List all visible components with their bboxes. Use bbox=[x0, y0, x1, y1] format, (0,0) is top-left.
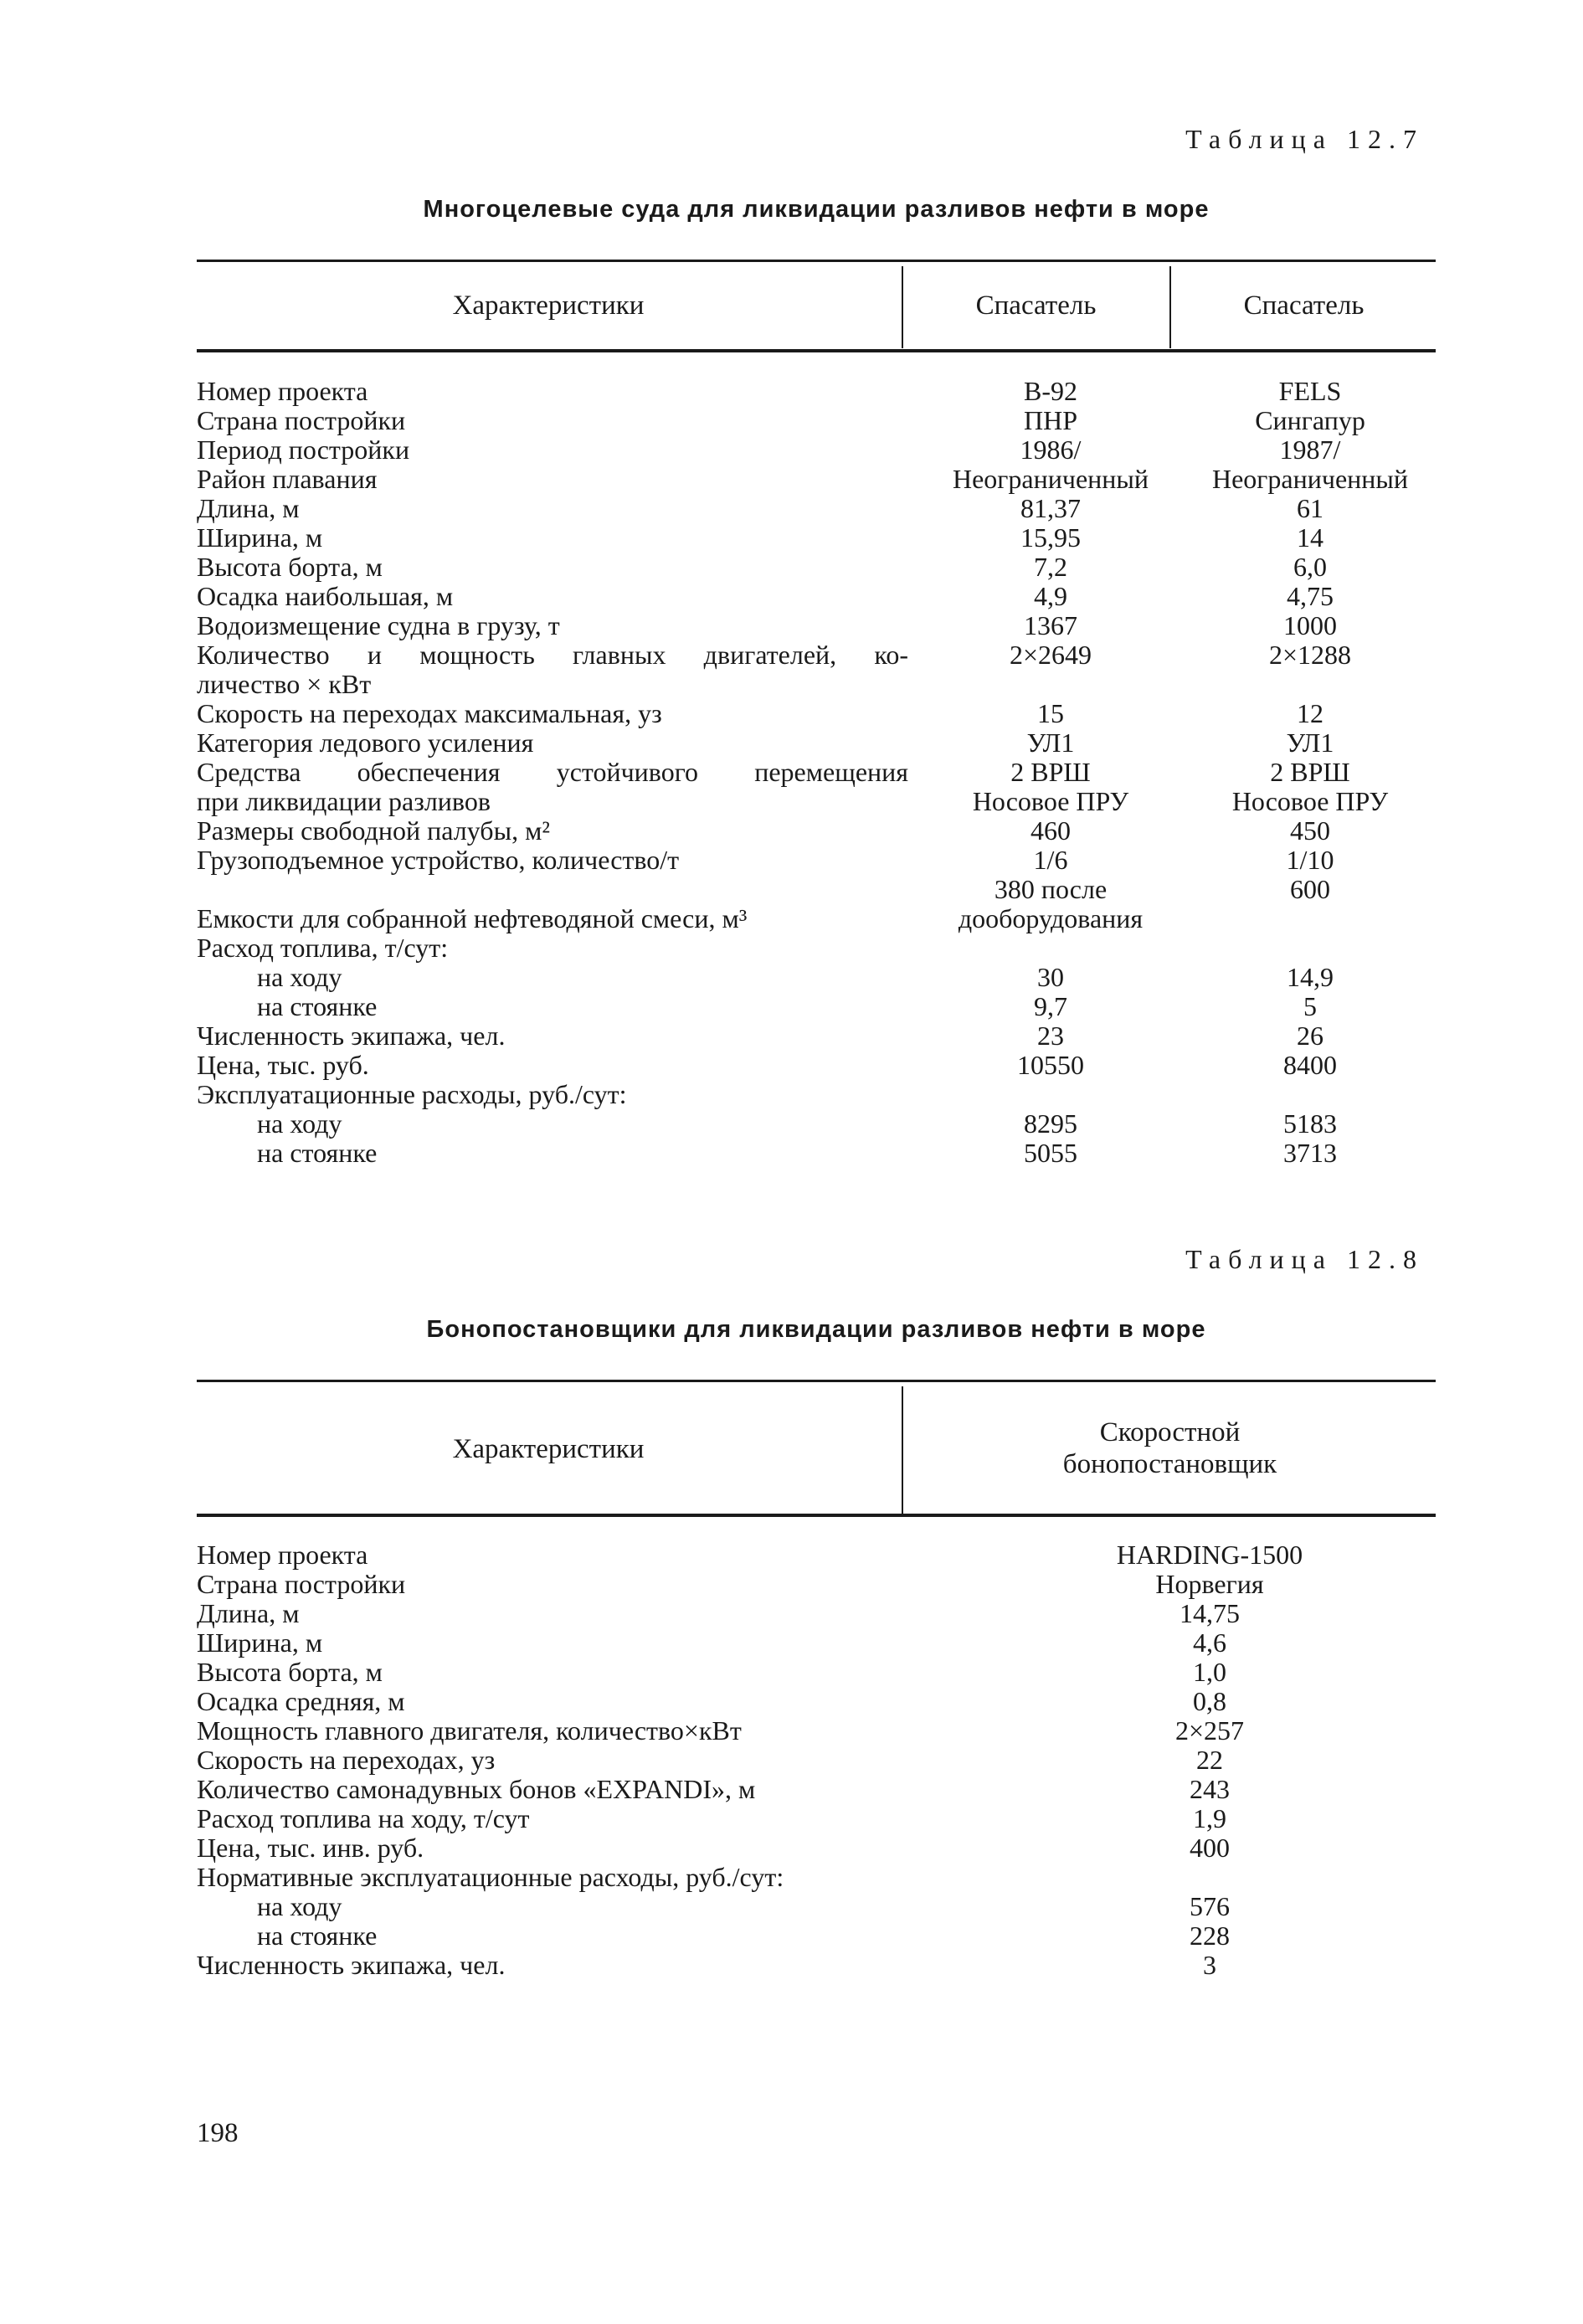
row-label: на стоянке bbox=[257, 1920, 378, 1951]
row-label: Скорость на переходах, уз bbox=[197, 1745, 496, 1775]
row-label: Цена, тыс. руб. bbox=[197, 1050, 369, 1080]
table-row bbox=[197, 435, 1436, 465]
table-row bbox=[197, 1080, 1436, 1109]
table-1-column-divider bbox=[1169, 266, 1171, 348]
row-label: Период постройки bbox=[197, 434, 410, 465]
row-label: Ширина, м bbox=[197, 522, 323, 553]
row-value: Неограниченный bbox=[952, 464, 1149, 494]
row-value: Норвегия bbox=[1155, 1569, 1264, 1599]
table-2-header-rule bbox=[197, 1514, 1436, 1517]
row-value: 1987/ bbox=[1279, 434, 1341, 465]
row-label: Район плавания bbox=[197, 464, 378, 494]
row-value: 600 bbox=[1290, 874, 1330, 904]
row-value: 1986/ bbox=[1020, 434, 1082, 465]
row-label: Номер проекта bbox=[197, 1540, 368, 1570]
table-1-header-rule bbox=[197, 349, 1436, 352]
row-label: Размеры свободной палубы, м² bbox=[197, 815, 550, 846]
row-value: HARDING-1500 bbox=[1116, 1540, 1303, 1570]
row-value: 2 ВРШ bbox=[1010, 757, 1091, 787]
table-row bbox=[197, 699, 1436, 728]
row-value: 4,75 bbox=[1287, 581, 1334, 611]
row-value: 228 bbox=[1190, 1920, 1230, 1951]
row-value: 1367 bbox=[1024, 610, 1077, 640]
table-1-top-rule bbox=[197, 260, 1436, 262]
table-2-header-line-2: бонопостановщик bbox=[1062, 1449, 1277, 1479]
row-value: Носовое ПРУ bbox=[972, 786, 1129, 816]
table-row bbox=[197, 1599, 1436, 1628]
row-label: Высота борта, м bbox=[197, 1657, 383, 1687]
row-label: Ширина, м bbox=[197, 1627, 323, 1658]
row-label: Грузоподъемное устройство, количество/т bbox=[197, 845, 680, 875]
row-label: Страна постройки bbox=[197, 1569, 406, 1599]
row-value: 2×2649 bbox=[1009, 640, 1092, 670]
table-1-column-divider bbox=[902, 266, 903, 348]
row-label: Длина, м bbox=[197, 1598, 300, 1628]
table-row bbox=[197, 1863, 1436, 1892]
table-row bbox=[197, 1716, 1436, 1746]
row-value: 1,9 bbox=[1193, 1803, 1226, 1833]
table-row bbox=[197, 1139, 1436, 1168]
row-value: 2×1288 bbox=[1268, 640, 1352, 670]
row-value: 1,0 bbox=[1193, 1657, 1226, 1687]
row-value: Неограниченный bbox=[1211, 464, 1409, 494]
table-2-title: Бонопостановщики для ликвидации разливов нефти в море bbox=[426, 1316, 1206, 1343]
row-label: на стоянке bbox=[257, 991, 378, 1021]
row-value: 22 bbox=[1196, 1745, 1223, 1775]
table-2-header-characteristics: Характеристики bbox=[452, 1434, 645, 1464]
row-value: FELS bbox=[1278, 376, 1342, 406]
table-1-body bbox=[197, 377, 1436, 1168]
table-row bbox=[197, 846, 1436, 875]
row-label: Расход топлива, т/сут: bbox=[197, 933, 449, 963]
row-value: 8400 bbox=[1283, 1050, 1337, 1080]
row-label: Численность экипажа, чел. bbox=[197, 1950, 506, 1980]
row-value: 30 bbox=[1037, 962, 1064, 992]
row-value: 1/10 bbox=[1286, 845, 1334, 875]
row-value: 81,37 bbox=[1020, 493, 1081, 523]
row-label: Расход топлива на ходу, т/сут bbox=[197, 1803, 530, 1833]
table-row bbox=[197, 1775, 1436, 1804]
row-value: 2 ВРШ bbox=[1270, 757, 1350, 787]
table-row bbox=[197, 1951, 1436, 1980]
row-label: Осадка наибольшая, м bbox=[197, 581, 454, 611]
row-label: Нормативные эксплуатационные расходы, руб./сут: bbox=[197, 1862, 784, 1892]
table-row bbox=[197, 1804, 1436, 1833]
table-1-header-vessel-2: Спасатель bbox=[1243, 290, 1365, 321]
table-row bbox=[197, 377, 1436, 406]
row-value: 61 bbox=[1297, 493, 1323, 523]
table-row bbox=[197, 670, 1436, 699]
row-label: Количество и мощность главных двигателей, ко- bbox=[197, 640, 908, 670]
row-value: УЛ1 bbox=[1026, 728, 1075, 758]
page-number: 198 bbox=[197, 2118, 239, 2148]
row-label: Длина, м bbox=[197, 493, 300, 523]
row-label: Номер проекта bbox=[197, 376, 368, 406]
table-2-top-rule bbox=[197, 1380, 1436, 1382]
table-row bbox=[197, 992, 1436, 1021]
table-row bbox=[197, 1628, 1436, 1658]
table-row bbox=[197, 904, 1436, 933]
row-value: 4,9 bbox=[1034, 581, 1067, 611]
table-row bbox=[197, 523, 1436, 553]
row-value: 7,2 bbox=[1034, 552, 1067, 582]
row-value: Сингапур bbox=[1255, 405, 1365, 435]
row-value: 400 bbox=[1190, 1833, 1230, 1863]
row-label: Категория ледового усиления bbox=[197, 728, 534, 758]
table-1-header-vessel-1: Спасатель bbox=[975, 290, 1097, 321]
table-row bbox=[197, 553, 1436, 582]
row-label: Емкости для собранной нефтеводяной смеси, м³ bbox=[197, 903, 748, 933]
row-label: Скорость на переходах максимальная, уз bbox=[197, 698, 662, 728]
table-2-column-divider bbox=[902, 1386, 903, 1514]
table-row bbox=[197, 1658, 1436, 1687]
table-row bbox=[197, 611, 1436, 640]
table-2-header-vessel bbox=[904, 1417, 1436, 1480]
row-value: 26 bbox=[1297, 1021, 1323, 1051]
table-row bbox=[197, 1833, 1436, 1863]
row-value: УЛ1 bbox=[1286, 728, 1334, 758]
row-value: 3 bbox=[1203, 1950, 1216, 1980]
table-2-body bbox=[197, 1540, 1436, 1980]
table-row bbox=[197, 787, 1436, 816]
row-value: 4,6 bbox=[1193, 1627, 1226, 1658]
table-row bbox=[197, 875, 1436, 904]
table-row bbox=[197, 728, 1436, 758]
row-value: ПНР bbox=[1023, 405, 1077, 435]
row-value: 14 bbox=[1297, 522, 1323, 553]
row-value: 1/6 bbox=[1033, 845, 1068, 875]
row-value: 14,9 bbox=[1287, 962, 1334, 992]
row-value: 1000 bbox=[1283, 610, 1337, 640]
table-row bbox=[197, 933, 1436, 963]
table-1-label: Таблица 12.7 bbox=[1185, 124, 1424, 154]
table-row bbox=[197, 1540, 1436, 1570]
row-value: дооборудования bbox=[958, 903, 1144, 933]
table-row bbox=[197, 494, 1436, 523]
row-label: Высота борта, м bbox=[197, 552, 383, 582]
row-label: на ходу bbox=[257, 1108, 342, 1139]
row-label: Численность экипажа, чел. bbox=[197, 1021, 506, 1051]
table-row bbox=[197, 1109, 1436, 1139]
table-1-header-characteristics: Характеристики bbox=[452, 290, 645, 321]
row-value: Носовое ПРУ bbox=[1231, 786, 1389, 816]
row-value: 14,75 bbox=[1180, 1598, 1240, 1628]
row-label: Эксплуатационные расходы, руб./сут: bbox=[197, 1079, 627, 1109]
row-label: Водоизмещение судна в грузу, т bbox=[197, 610, 560, 640]
table-row bbox=[197, 1746, 1436, 1775]
row-label: Количество самонадувных бонов «EXPANDI», м bbox=[197, 1774, 756, 1804]
row-label: Цена, тыс. инв. руб. bbox=[197, 1833, 424, 1863]
row-value: 6,0 bbox=[1293, 552, 1327, 582]
row-label: при ликвидации разливов bbox=[197, 786, 491, 816]
row-value: 0,8 bbox=[1193, 1686, 1226, 1716]
row-value: 450 bbox=[1290, 815, 1330, 846]
table-row bbox=[197, 1921, 1436, 1951]
row-label: на стоянке bbox=[257, 1138, 378, 1168]
row-value: 15,95 bbox=[1020, 522, 1081, 553]
table-row bbox=[197, 1892, 1436, 1921]
row-value: 380 после bbox=[994, 874, 1108, 904]
row-value: 5055 bbox=[1024, 1138, 1077, 1168]
row-label: Мощность главного двигателя, количество×кВт bbox=[197, 1715, 742, 1746]
row-label: Осадка средняя, м bbox=[197, 1686, 405, 1716]
table-row bbox=[197, 963, 1436, 992]
table-2-header-line-1: Скоростной bbox=[1099, 1417, 1241, 1447]
row-value: 12 bbox=[1297, 698, 1323, 728]
table-row bbox=[197, 465, 1436, 494]
row-value: 15 bbox=[1037, 698, 1064, 728]
row-value: 460 bbox=[1030, 815, 1071, 846]
row-value: В-92 bbox=[1024, 376, 1077, 406]
row-label: на ходу bbox=[257, 1891, 342, 1921]
row-value: 2×257 bbox=[1174, 1715, 1245, 1746]
table-row bbox=[197, 758, 1436, 787]
table-row bbox=[197, 1687, 1436, 1716]
table-row bbox=[197, 582, 1436, 611]
table-row bbox=[197, 406, 1436, 435]
row-value: 5 bbox=[1303, 991, 1317, 1021]
row-value: 5183 bbox=[1283, 1108, 1337, 1139]
row-value: 9,7 bbox=[1034, 991, 1067, 1021]
row-label: Страна постройки bbox=[197, 405, 406, 435]
table-row bbox=[197, 816, 1436, 846]
table-2-label: Таблица 12.8 bbox=[1185, 1244, 1424, 1274]
row-label: личество × кВт bbox=[197, 669, 372, 699]
table-row bbox=[197, 1021, 1436, 1051]
row-value: 576 bbox=[1190, 1891, 1230, 1921]
table-1-title: Многоцелевые суда для ликвидации разливов нефти в море bbox=[423, 196, 1210, 223]
table-row bbox=[197, 1051, 1436, 1080]
row-value: 243 bbox=[1190, 1774, 1230, 1804]
row-value: 23 bbox=[1037, 1021, 1064, 1051]
row-value: 10550 bbox=[1017, 1050, 1084, 1080]
row-label: Средства обеспечения устойчивого перемещения bbox=[197, 757, 908, 787]
table-row bbox=[197, 1570, 1436, 1599]
table-row bbox=[197, 640, 1436, 670]
row-value: 3713 bbox=[1283, 1138, 1337, 1168]
row-label: на ходу bbox=[257, 962, 342, 992]
row-value: 8295 bbox=[1024, 1108, 1077, 1139]
